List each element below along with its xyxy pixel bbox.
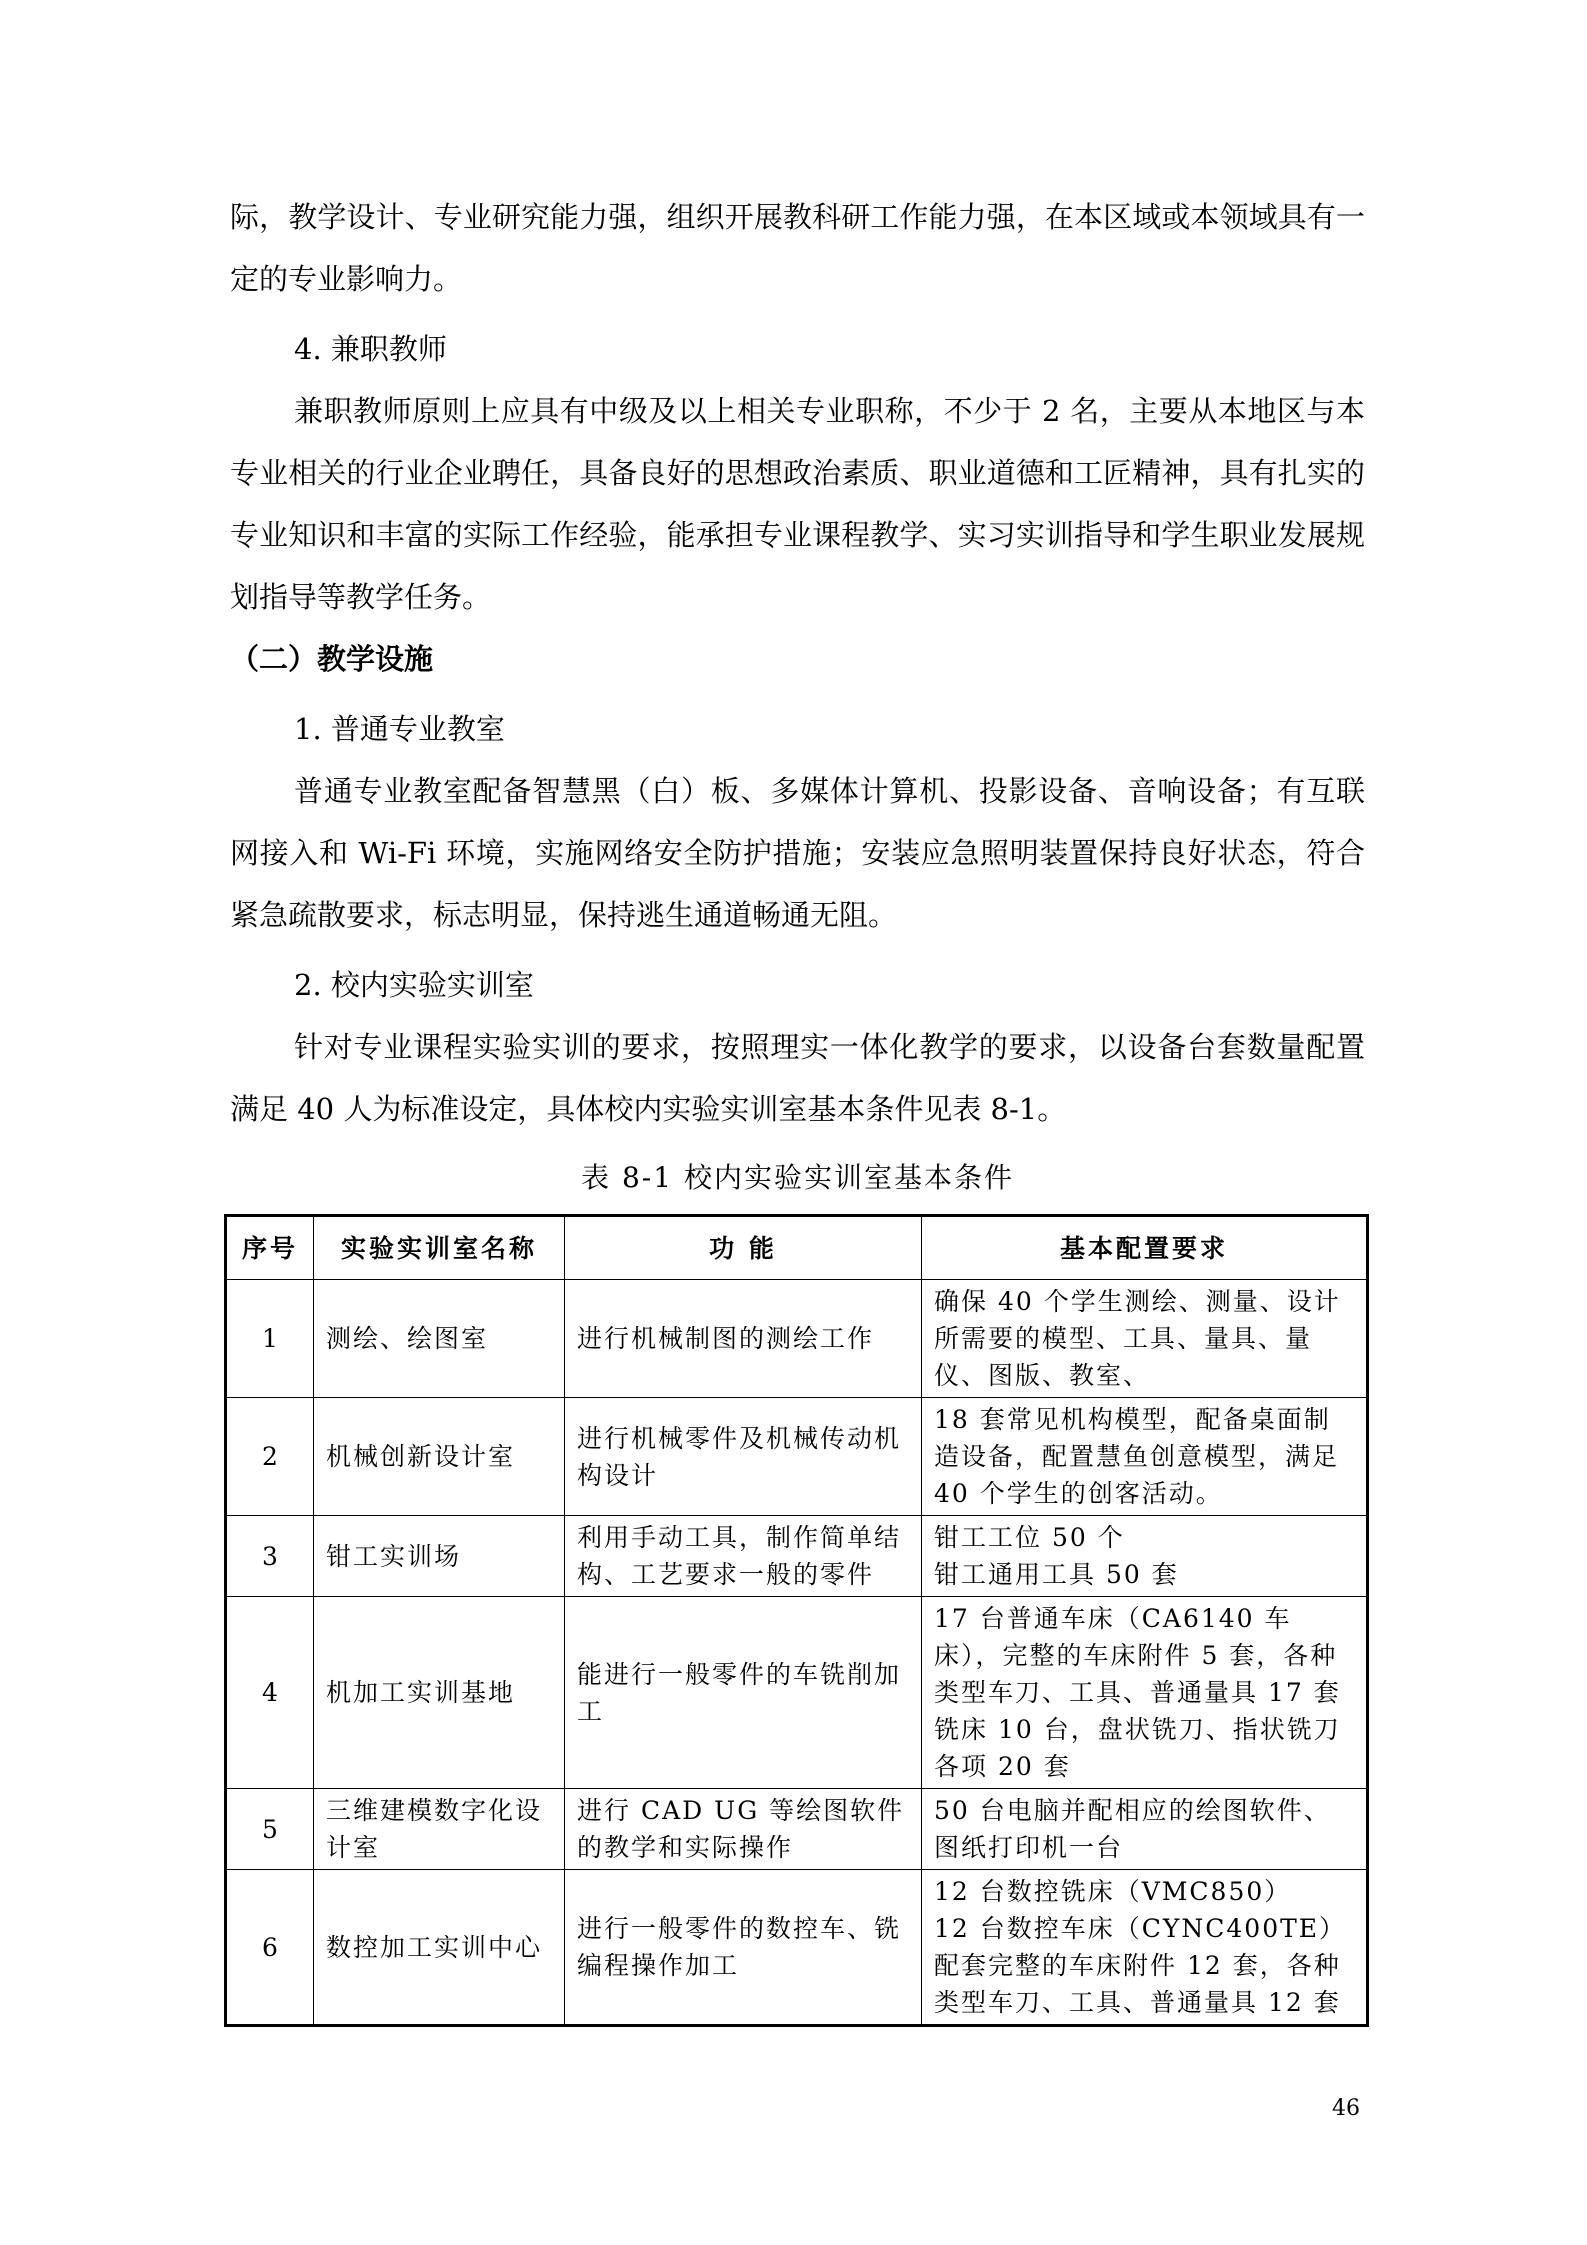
row-no: 6: [226, 1870, 314, 2026]
heading-training-rooms: 2. 校内实验实训室: [294, 968, 534, 1002]
paragraph-training-rooms: 针对专业课程实验实训的要求，按照理实一体化教学的要求，以设备台套数量配置满足 40 人为标准设定，具体校内实验实训室基本条件见表 8-1。: [230, 1030, 1365, 1126]
training-rooms-table: [224, 1214, 1369, 2027]
row-requirements: [922, 1597, 1368, 1789]
row-function: 进行一般零件的数控车、铣编程操作加工: [565, 1870, 922, 2026]
row-no: 5: [226, 1789, 314, 1870]
row-name: 钳工实训场: [314, 1516, 565, 1597]
requirement-line: 50 台电脑并配相应的绘图软件、图纸打印机一台: [934, 1796, 1331, 1862]
requirement-line: 配套完整的车床附件 12 套，各种类型车刀、工具、普通量具 12 套: [934, 1951, 1341, 2017]
requirement-line: 钳工通用工具 50 套: [934, 1560, 1179, 1589]
requirement-line: 18 套常见机构模型，配备桌面制造设备，配置慧鱼创意模型，满足 40 个学生的创客活动。: [934, 1405, 1340, 1508]
requirement-line: 17 台普通车床（CA6140 车床），完整的车床附件 5 套，各种类型车刀、工具、普通量具 17 套: [934, 1604, 1341, 1707]
page-number: 46: [1332, 2096, 1360, 2121]
requirement-line: 12 台数控车床（CYNC400TE）: [934, 1914, 1347, 1943]
paragraph-classroom: 普通专业教室配备智慧黑（白）板、多媒体计算机、投影设备、音响设备；有互联网接入和 Wi-Fi 环境，实施网络安全防护措施；安装应急照明装置保持良好状态，符合紧急疏散要求，标志明显，保持逃生通道畅通无阻。: [230, 774, 1365, 932]
table-row: [226, 1597, 1368, 1789]
requirement-line: 确保 40 个学生测绘、测量、设计所需要的模型、工具、量具、量仪、图版、教室、: [934, 1287, 1341, 1390]
row-function: 进行机械零件及机械传动机构设计: [565, 1398, 922, 1516]
row-name: 三维建模数字化设计室: [314, 1789, 565, 1870]
row-no: 1: [226, 1280, 314, 1398]
row-function: 进行机械制图的测绘工作: [565, 1280, 922, 1398]
header-requirements: 基本配置要求: [922, 1216, 1368, 1280]
row-requirements: [922, 1516, 1368, 1597]
table-row: [226, 1870, 1368, 2026]
header-function: 功 能: [565, 1216, 922, 1280]
row-no: 3: [226, 1516, 314, 1597]
row-name: 机械创新设计室: [314, 1398, 565, 1516]
header-name: 实验实训室名称: [314, 1216, 565, 1280]
row-no: 2: [226, 1398, 314, 1516]
row-requirements: [922, 1789, 1368, 1870]
table-row: [226, 1398, 1368, 1516]
table-row: [226, 1516, 1368, 1597]
paragraph-teacher-ability: 际，教学设计、专业研究能力强，组织开展教科研工作能力强，在本区域或本领域具有一定的专业影响力。: [230, 200, 1365, 296]
header-no: 序号: [226, 1216, 314, 1280]
table-header-row: [226, 1216, 1368, 1280]
paragraph-part-time-teachers: 兼职教师原则上应具有中级及以上相关专业职称，不少于 2 名，主要从本地区与本专业相关的行业企业聘任，具备良好的思想政治素质、职业道德和工匠精神，具有扎实的专业知识和丰富的实际工作经验，能承担专业课程教学、实习实训指导和学生职业发展规划指导等教学任务。: [230, 394, 1365, 614]
row-name: 测绘、绘图室: [314, 1280, 565, 1398]
row-requirements: [922, 1870, 1368, 2026]
section-heading-teaching-facilities: （二）教学设施: [230, 642, 434, 676]
table-row: [226, 1280, 1368, 1398]
requirement-line: 12 台数控铣床（VMC850）: [934, 1877, 1292, 1906]
table-caption: 表 8-1 校内实验实训室基本条件: [581, 1161, 1014, 1194]
row-function: 利用手动工具，制作简单结构、工艺要求一般的零件: [565, 1516, 922, 1597]
row-no: 4: [226, 1597, 314, 1789]
page-content: [230, 186, 1365, 2027]
row-name: 机加工实训基地: [314, 1597, 565, 1789]
heading-classroom: 1. 普通专业教室: [294, 712, 505, 746]
requirement-line: 铣床 10 台，盘状铣刀、指状铣刀各项 20 套: [934, 1715, 1341, 1781]
requirement-line: 钳工工位 50 个: [934, 1523, 1125, 1552]
row-requirements: [922, 1280, 1368, 1398]
table-row: [226, 1789, 1368, 1870]
row-function: 能进行一般零件的车铣削加工: [565, 1597, 922, 1789]
row-requirements: [922, 1398, 1368, 1516]
heading-part-time-teachers: 4. 兼职教师: [294, 332, 447, 366]
row-function: 进行 CAD UG 等绘图软件的教学和实际操作: [565, 1789, 922, 1870]
row-name: 数控加工实训中心: [314, 1870, 565, 2026]
